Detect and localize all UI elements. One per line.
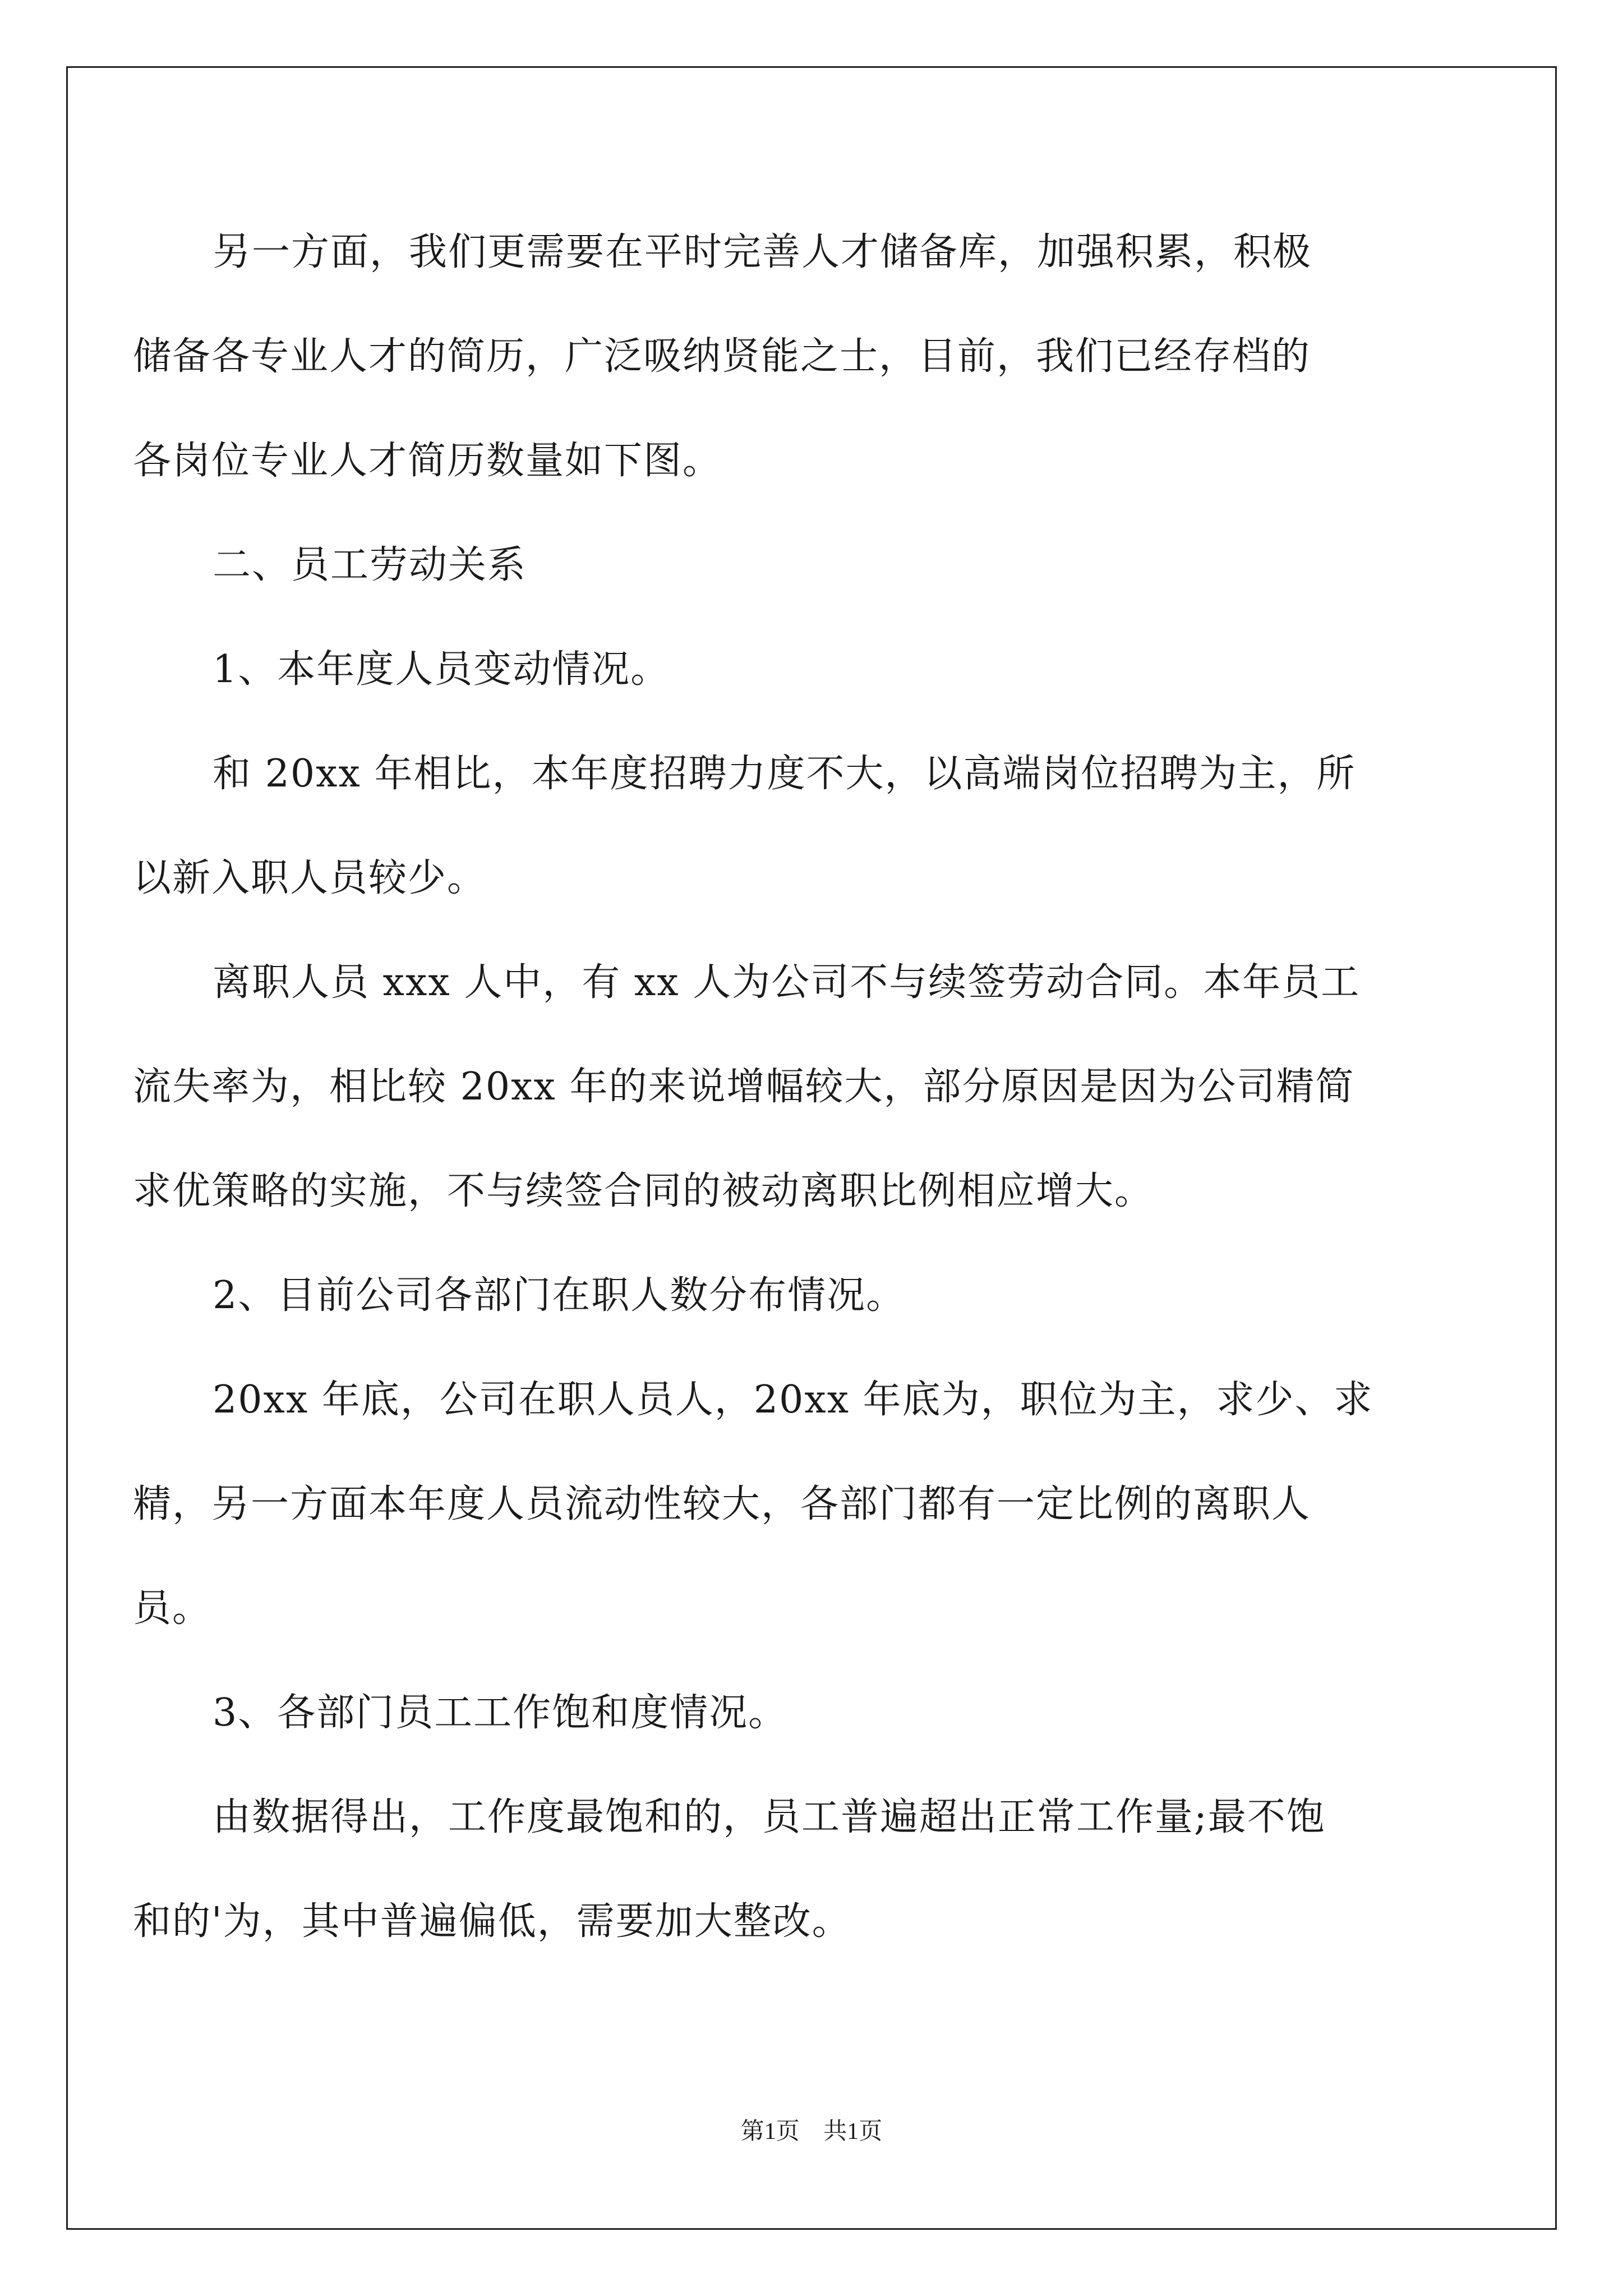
paragraph-line: 以新入职人员较少。 bbox=[133, 856, 487, 900]
page-total: 共1页 bbox=[823, 2119, 883, 2145]
paragraph-line: 储备各专业人才的简历，广泛吸纳贤能之士，目前，我们已经存档的 bbox=[133, 334, 1311, 379]
paragraph-line: 20xx 年底，公司在职人员人，20xx 年底为，职位为主，求少、求 bbox=[213, 1378, 1373, 1422]
paragraph-line: 另一方面，我们更需要在平时完善人才储备库，加强积累，积极 bbox=[213, 230, 1312, 274]
subsection-heading: 3、各部门员工工作饱和度情况。 bbox=[213, 1691, 788, 1735]
paragraph-line: 流失率为，相比较 20xx 年的来说增幅较大，部分原因是因为公司精简 bbox=[133, 1065, 1355, 1109]
paragraph-line: 和 20xx 年相比，本年度招聘力度不大，以高端岗位招聘为主，所 bbox=[213, 752, 1356, 796]
paragraph-line: 求优策略的实施，不与续签合同的被动离职比例相应增大。 bbox=[133, 1169, 1154, 1213]
section-heading: 二、员工劳动关系 bbox=[213, 543, 527, 587]
subsection-heading: 2、目前公司各部门在职人数分布情况。 bbox=[213, 1273, 906, 1318]
page-footer bbox=[0, 2115, 1623, 2148]
subsection-heading: 1、本年度人员变动情况。 bbox=[213, 647, 670, 692]
paragraph-line: 员。 bbox=[133, 1586, 212, 1631]
paragraph-line: 精，另一方面本年度人员流动性较大，各部门都有一定比例的离职人 bbox=[133, 1482, 1311, 1526]
page-number: 第1页 bbox=[740, 2119, 800, 2145]
paragraph-line: 各岗位专业人才简历数量如下图。 bbox=[133, 439, 722, 483]
paragraph-line: 由数据得出，工作度最饱和的，员工普遍超出正常工作量;最不饱 bbox=[213, 1795, 1326, 1839]
paragraph-line: 和的'为，其中普遍偏低，需要加大整改。 bbox=[133, 1899, 851, 1944]
paragraph-line: 离职人员 xxx 人中，有 xx 人为公司不与续签劳动合同。本年员工 bbox=[213, 960, 1361, 1005]
